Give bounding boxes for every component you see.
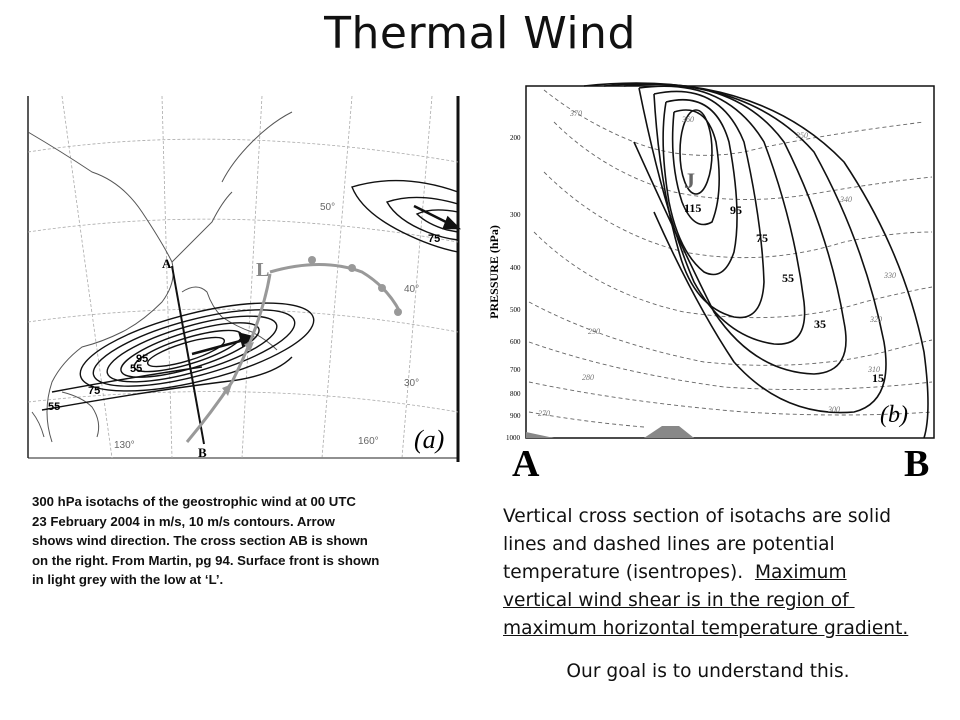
pressure-tick-500: 500 bbox=[510, 306, 521, 314]
caption-left-line-4: on the right. From Martin, pg 94. Surface front is shown bbox=[32, 552, 380, 568]
isentrope-350: 350 bbox=[796, 131, 808, 140]
caption-right-line-4: vertical wind shear is in the region of bbox=[503, 590, 855, 611]
caption-left-line-3: shows wind direction. The cross section AB is shown bbox=[32, 533, 368, 548]
goal-statement: Our goal is to understand this. bbox=[566, 661, 850, 682]
pressure-tick-700: 700 bbox=[510, 366, 521, 374]
caption-left bbox=[32, 492, 472, 590]
grid-label-5: 160° bbox=[358, 436, 379, 447]
isotach-label-55-a: 55 bbox=[130, 363, 143, 375]
pressure-tick-200: 200 bbox=[510, 134, 521, 142]
isotach-75: 75 bbox=[756, 231, 768, 245]
caption-right-line-3-underlined: Maximum bbox=[754, 562, 847, 583]
isentrope-330: 330 bbox=[884, 271, 896, 280]
pressure-tick-300: 300 bbox=[510, 211, 521, 219]
isentrope-280: 280 bbox=[582, 373, 594, 382]
isentrope-300: 300 bbox=[828, 405, 840, 414]
isentrope-320: 320 bbox=[870, 315, 882, 324]
caption-left-line-5: in light grey with the low at ‘L’. bbox=[32, 572, 224, 587]
caption-right-line-2: lines and dashed lines are potential bbox=[503, 534, 835, 555]
isentrope-270: 270 bbox=[538, 409, 550, 418]
isentrope-340: 340 bbox=[840, 195, 852, 204]
isentrope-310: 310 bbox=[868, 365, 880, 374]
caption-left-line-1: 300 hPa isotachs of the geostrophic wind at 00 UTC bbox=[32, 494, 356, 509]
isotach-label-75-b: 75 bbox=[428, 233, 441, 245]
slide-title: Thermal Wind bbox=[324, 8, 636, 59]
isotach-35: 35 bbox=[814, 317, 826, 331]
pressure-tick-800: 800 bbox=[510, 390, 521, 398]
isotach-115: 115 bbox=[684, 201, 702, 215]
pressure-tick-400: 400 bbox=[510, 264, 521, 272]
isotach-15: 15 bbox=[872, 371, 884, 385]
pressure-tick-900: 900 bbox=[510, 412, 521, 420]
panel-label-a: (a) bbox=[414, 425, 445, 454]
jet-label: J bbox=[684, 168, 695, 193]
point-b-label: B bbox=[198, 445, 207, 460]
pressure-tick-1000: 1000 bbox=[506, 434, 520, 442]
isotach-95: 95 bbox=[730, 203, 742, 217]
caption-right-line-5: maximum horizontal temperature gradient. bbox=[503, 618, 909, 639]
figure-a-map bbox=[22, 92, 464, 464]
section-point-b: B bbox=[904, 443, 930, 482]
isentrope-370: 370 bbox=[570, 109, 582, 118]
y-axis-label: PRESSURE (hPa) bbox=[487, 225, 501, 319]
caption-right bbox=[503, 503, 943, 643]
isentrope-290: 290 bbox=[588, 327, 600, 336]
point-a-label: A bbox=[162, 256, 172, 271]
caption-right-line-1: Vertical cross section of isotachs are solid bbox=[503, 506, 892, 527]
grid-label-3: 30° bbox=[404, 378, 420, 389]
isotach-label-75-a: 75 bbox=[88, 385, 101, 397]
caption-right-line-3-plain: temperature (isentropes). bbox=[503, 562, 755, 583]
panel-label-b: (b) bbox=[880, 402, 908, 428]
isotach-label-95-a: 95 bbox=[136, 353, 149, 365]
pressure-tick-600: 600 bbox=[510, 338, 521, 346]
isotach-55: 55 bbox=[782, 271, 794, 285]
figure-b-cross-section bbox=[484, 82, 944, 482]
isotach-label-55-b: 55 bbox=[48, 401, 61, 413]
isentrope-360: 360 bbox=[682, 115, 694, 124]
grid-label-2: 40° bbox=[404, 284, 420, 295]
section-point-a: A bbox=[512, 443, 540, 482]
grid-label-1: 50° bbox=[320, 202, 336, 213]
low-label: L bbox=[256, 259, 270, 281]
caption-left-line-2: 23 February 2004 in m/s, 10 m/s contours. Arrow bbox=[32, 513, 335, 529]
grid-label-4: 130° bbox=[114, 440, 135, 451]
